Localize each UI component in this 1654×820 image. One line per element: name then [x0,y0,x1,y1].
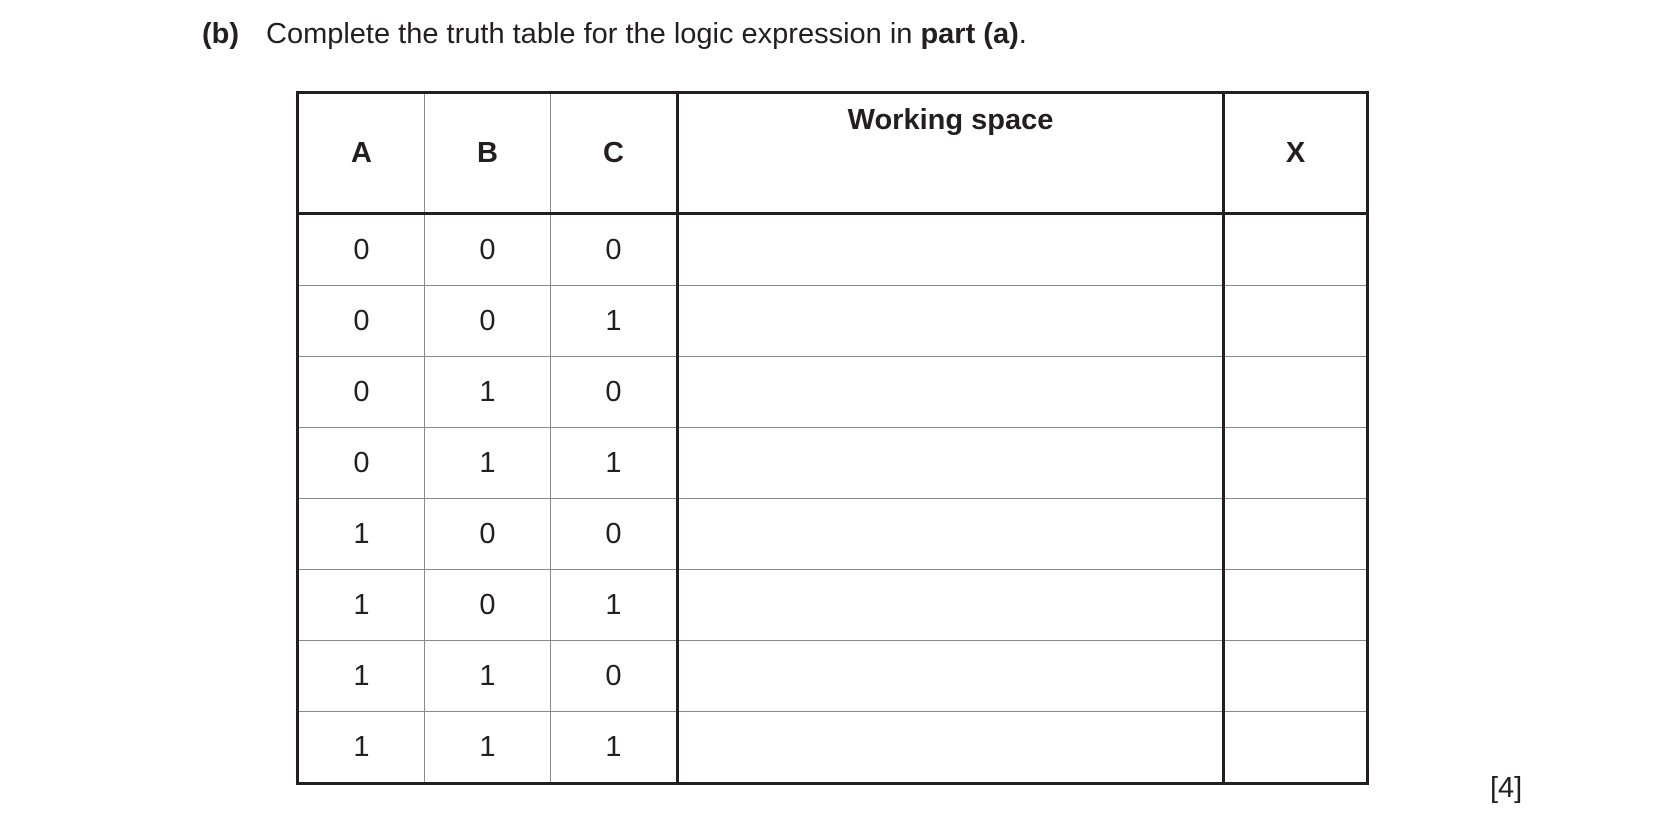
cell-a: 0 [298,357,425,428]
cell-a: 0 [298,214,425,286]
cell-x[interactable] [1224,712,1368,784]
cell-b: 1 [425,357,551,428]
cell-c: 1 [551,286,678,357]
cell-working-space[interactable] [678,641,1224,712]
cell-x[interactable] [1224,286,1368,357]
cell-working-space[interactable] [678,428,1224,499]
cell-working-space[interactable] [678,286,1224,357]
cell-x[interactable] [1224,214,1368,286]
table-row [298,641,1368,712]
header-c: C [551,93,678,214]
cell-working-space[interactable] [678,214,1224,286]
cell-c: 1 [551,570,678,641]
table-row [298,214,1368,286]
cell-working-space[interactable] [678,570,1224,641]
question-text [202,14,1027,54]
question-text-bold: part (a) [920,18,1019,50]
cell-a: 1 [298,499,425,570]
cell-b: 0 [425,570,551,641]
table-row [298,570,1368,641]
table-row [298,357,1368,428]
header-a: A [298,93,425,214]
truth-table [296,91,1369,785]
cell-working-space[interactable] [678,499,1224,570]
question-label: (b) [202,18,240,50]
table-row [298,499,1368,570]
cell-a: 0 [298,286,425,357]
cell-c: 1 [551,712,678,784]
cell-a: 1 [298,641,425,712]
question-text-after: . [1018,18,1027,50]
truth-table-header-row [298,93,1368,214]
cell-b: 1 [425,428,551,499]
header-working-space: Working space [678,93,1224,214]
cell-c: 0 [551,641,678,712]
cell-x[interactable] [1224,428,1368,499]
header-x: X [1224,93,1368,214]
cell-working-space[interactable] [678,712,1224,784]
table-row [298,712,1368,784]
question-text-before: Complete the truth table for the logic expression in [266,18,921,50]
cell-b: 1 [425,641,551,712]
cell-x[interactable] [1224,570,1368,641]
cell-a: 0 [298,428,425,499]
cell-x[interactable] [1224,357,1368,428]
header-b: B [425,93,551,214]
marks-label: [4] [1490,772,1523,804]
cell-b: 0 [425,286,551,357]
cell-b: 0 [425,499,551,570]
table-row [298,428,1368,499]
cell-c: 0 [551,214,678,286]
cell-c: 0 [551,357,678,428]
cell-b: 1 [425,712,551,784]
cell-c: 0 [551,499,678,570]
cell-x[interactable] [1224,641,1368,712]
cell-c: 1 [551,428,678,499]
table-row [298,286,1368,357]
cell-x[interactable] [1224,499,1368,570]
cell-b: 0 [425,214,551,286]
cell-working-space[interactable] [678,357,1224,428]
cell-a: 1 [298,712,425,784]
cell-a: 1 [298,570,425,641]
